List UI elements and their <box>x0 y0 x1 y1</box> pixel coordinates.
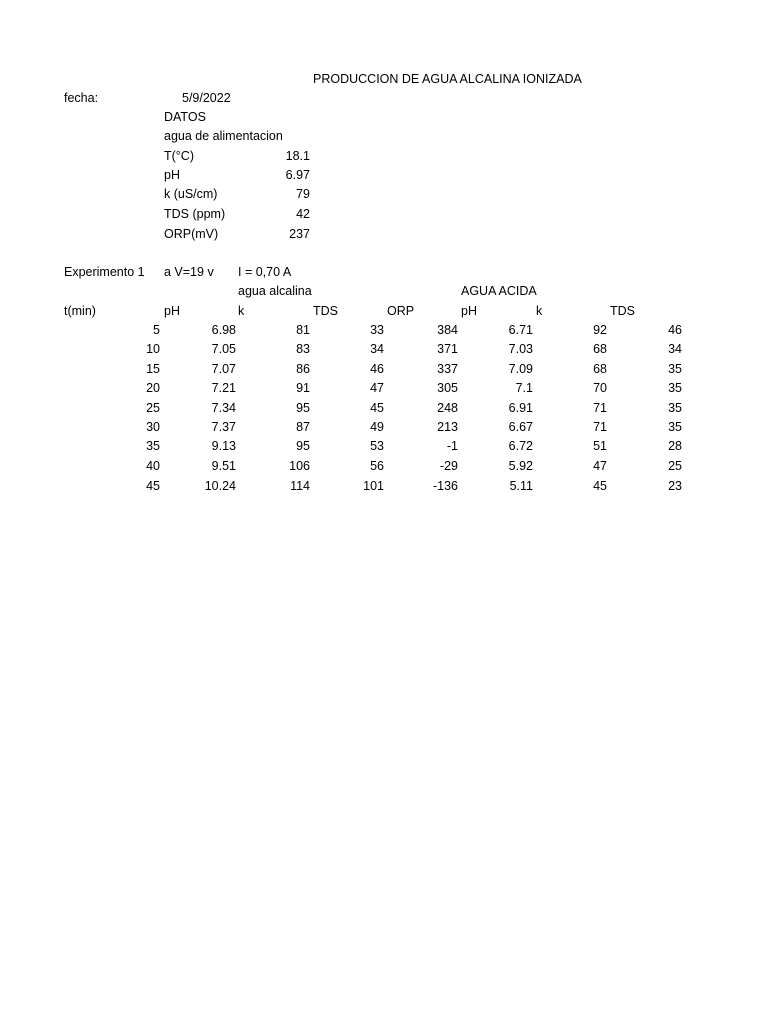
table-cell: -29 <box>439 459 458 473</box>
feed-param-value: 6.97 <box>285 168 310 182</box>
column-header: TDS <box>313 304 338 318</box>
column-header: ORP <box>387 304 415 318</box>
table-cell: 5.92 <box>508 459 533 473</box>
table-cell: 7.07 <box>211 362 236 376</box>
table-cell: 56 <box>370 459 384 473</box>
table-cell: 35 <box>668 401 682 415</box>
table-cell: 30 <box>146 420 160 434</box>
table-cell: 35 <box>668 420 682 434</box>
table-cell: 70 <box>593 381 607 395</box>
column-header: pH <box>461 304 477 318</box>
table-cell: 68 <box>593 362 607 376</box>
table-cell: 86 <box>296 362 310 376</box>
table-cell: 6.98 <box>211 323 236 337</box>
feed-param-value: 79 <box>296 187 310 201</box>
table-cell: 71 <box>593 401 607 415</box>
feed-param-label: pH <box>164 168 180 182</box>
feed-param-label: ORP(mV) <box>164 227 219 241</box>
table-cell: 47 <box>370 381 384 395</box>
table-cell: 10.24 <box>204 479 236 493</box>
table-cell: 49 <box>370 420 384 434</box>
table-cell: 35 <box>668 362 682 376</box>
table-row <box>0 362 768 381</box>
table-cell: 71 <box>593 420 607 434</box>
table-cell: 6.91 <box>508 401 533 415</box>
table-cell: 6.71 <box>508 323 533 337</box>
table-cell: 6.67 <box>508 420 533 434</box>
column-header: t(min) <box>64 304 96 318</box>
column-header: k <box>238 304 245 318</box>
table-row <box>0 342 768 361</box>
table-cell: 5.11 <box>509 479 533 493</box>
table-cell: 53 <box>370 439 384 453</box>
table-cell: 248 <box>437 401 458 415</box>
acid-group-heading: AGUA ACIDA <box>461 284 537 298</box>
table-cell: 7.05 <box>211 342 236 356</box>
feed-param-value: 18.1 <box>285 149 310 163</box>
table-row <box>0 401 768 420</box>
table-cell: 45 <box>593 479 607 493</box>
table-cell: 87 <box>296 420 310 434</box>
table-cell: 10 <box>146 342 160 356</box>
table-row <box>0 323 768 342</box>
table-cell: 95 <box>296 401 310 415</box>
table-cell: 28 <box>668 439 682 453</box>
table-cell: 34 <box>668 342 682 356</box>
table-cell: 83 <box>296 342 310 356</box>
experiment-label: Experimento 1 <box>64 265 145 279</box>
experiment-voltage: a V=19 v <box>164 265 214 279</box>
column-header: TDS <box>610 304 635 318</box>
table-row <box>0 479 768 498</box>
table-cell: 7.03 <box>508 342 533 356</box>
table-row <box>0 439 768 458</box>
table-cell: 9.13 <box>211 439 236 453</box>
table-cell: 371 <box>437 342 458 356</box>
table-cell: 25 <box>146 401 160 415</box>
table-cell: 45 <box>146 479 160 493</box>
table-cell: 7.1 <box>515 381 533 395</box>
column-header: k <box>536 304 543 318</box>
table-cell: 7.09 <box>508 362 533 376</box>
table-cell: 25 <box>668 459 682 473</box>
alkaline-group-heading: agua alcalina <box>238 284 312 298</box>
experiment-current: I = 0,70 A <box>238 265 292 279</box>
table-cell: 95 <box>296 439 310 453</box>
table-cell: 15 <box>146 362 160 376</box>
feed-param-value: 237 <box>289 227 310 241</box>
table-cell: 213 <box>437 420 458 434</box>
table-cell: 9.51 <box>211 459 236 473</box>
table-cell: 91 <box>296 381 310 395</box>
table-cell: 33 <box>370 323 384 337</box>
feed-param-label: k (uS/cm) <box>164 187 218 201</box>
table-cell: 20 <box>146 381 160 395</box>
table-row <box>0 459 768 478</box>
feed-param-value: 42 <box>296 207 310 221</box>
feed-param-label: TDS (ppm) <box>164 207 226 221</box>
table-cell: 114 <box>290 479 310 493</box>
table-cell: 5 <box>153 323 160 337</box>
date-label: fecha: <box>64 91 99 105</box>
page-title: PRODUCCION DE AGUA ALCALINA IONIZADA <box>313 72 582 86</box>
table-cell: 40 <box>146 459 160 473</box>
table-cell: 35 <box>146 439 160 453</box>
table-cell: 23 <box>668 479 682 493</box>
table-cell: 384 <box>437 323 458 337</box>
table-cell: 7.37 <box>211 420 236 434</box>
table-cell: 35 <box>668 381 682 395</box>
table-cell: 92 <box>593 323 607 337</box>
table-cell: 101 <box>363 479 384 493</box>
feed-param-label: T(°C) <box>164 149 194 163</box>
table-cell: 46 <box>370 362 384 376</box>
table-cell: -1 <box>446 439 458 453</box>
table-cell: 7.34 <box>211 401 236 415</box>
table-cell: -136 <box>432 479 458 493</box>
table-cell: 68 <box>593 342 607 356</box>
table-cell: 81 <box>296 323 310 337</box>
table-cell: 6.72 <box>508 439 533 453</box>
table-cell: 337 <box>437 362 458 376</box>
date-value: 5/9/2022 <box>182 91 231 105</box>
table-cell: 7.21 <box>211 381 236 395</box>
column-header: pH <box>164 304 180 318</box>
table-cell: 34 <box>370 342 384 356</box>
datos-heading: DATOS <box>164 110 206 124</box>
table-row <box>0 420 768 439</box>
feed-water-heading: agua de alimentacion <box>164 129 283 143</box>
table-cell: 47 <box>593 459 607 473</box>
table-cell: 46 <box>668 323 682 337</box>
table-cell: 106 <box>289 459 310 473</box>
table-cell: 51 <box>593 439 607 453</box>
table-cell: 45 <box>370 401 384 415</box>
table-cell: 305 <box>437 381 458 395</box>
table-row <box>0 381 768 400</box>
